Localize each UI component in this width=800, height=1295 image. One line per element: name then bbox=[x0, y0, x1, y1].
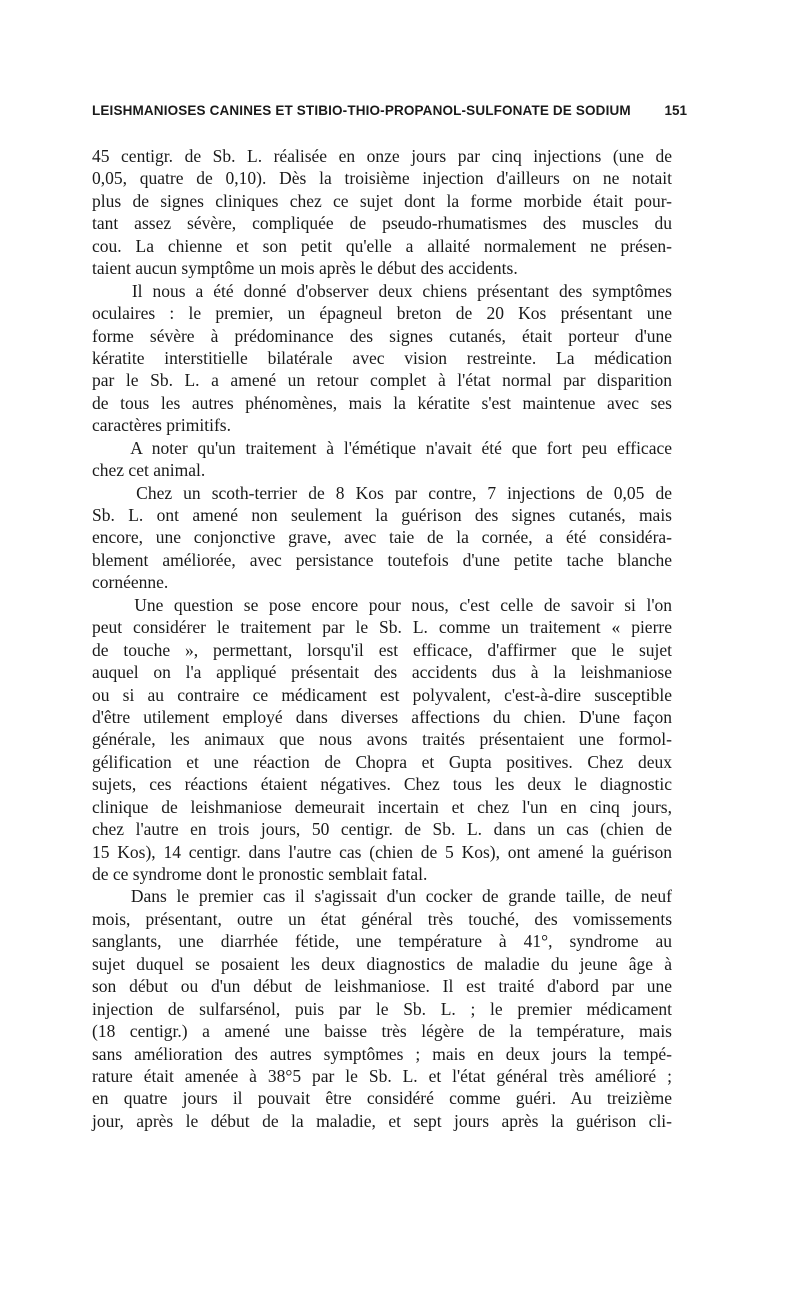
text-line: ou si au contraire ce médicament est polyvalent, c'est-à-dire susceptible bbox=[92, 684, 672, 705]
text-line: son début ou d'un début de leishmaniose. Il est traité d'abord par une bbox=[92, 976, 672, 997]
text-line: Il nous a été donné d'observer deux chiens présentant des symptômes bbox=[92, 280, 672, 301]
text-line: A noter qu'un traitement à l'émétique n'avait été que fort peu efficace bbox=[92, 437, 672, 458]
text-line: 0,05, quatre de 0,10). Dès la troisième injection d'ailleurs on ne notait bbox=[92, 168, 672, 189]
text-line: Une question se pose encore pour nous, c'est celle de savoir si l'on bbox=[92, 594, 672, 615]
text-line: mois, présentant, outre un état général très touché, des vomissements bbox=[92, 908, 672, 929]
text-line: jour, après le début de la maladie, et sept jours après la guérison cli- bbox=[92, 1110, 672, 1131]
text-line: tant assez sévère, compliquée de pseudo-rhumatismes des muscles du bbox=[92, 213, 672, 234]
text-line: (18 centigr.) a amené une baisse très légère de la température, mais bbox=[92, 1021, 672, 1042]
running-title: LEISHMANIOSES CANINES ET STIBIO-THIO-PROPANOL-SULFONATE DE SODIUM bbox=[92, 103, 631, 118]
text-line: encore, une conjonctive grave, avec taie de la cornée, a été considéra- bbox=[92, 527, 672, 548]
text-line: cou. La chienne et son petit qu'elle a allaité normalement ne présen- bbox=[92, 235, 672, 256]
text-line: de touche », permettant, lorsqu'il est efficace, d'affirmer que le sujet bbox=[92, 639, 672, 660]
text-line: plus de signes cliniques chez ce sujet dont la forme morbide était pour- bbox=[92, 190, 672, 211]
text-line: d'être utilement employé dans diverses affections du chien. D'une façon bbox=[92, 706, 672, 727]
text-line: Sb. L. ont amené non seulement la guérison des signes cutanés, mais bbox=[92, 505, 672, 525]
text-line: sanglants, une diarrhée fétide, une température à 41°, syndrome au bbox=[92, 931, 672, 952]
text-line: générale, les animaux que nous avons traités présentaient une formol- bbox=[92, 729, 672, 750]
text-line: clinique de leishmaniose demeurait incertain et chez l'un en cinq jours, bbox=[92, 796, 672, 817]
text-line: taient aucun symptôme un mois après le début des accidents. bbox=[92, 258, 518, 279]
text-line: auquel on l'a appliqué présentait des accidents dus à la leishmaniose bbox=[92, 662, 672, 683]
text-line: peut considérer le traitement par le Sb. L. comme un traitement « pierre bbox=[92, 617, 672, 638]
text-line: Chez un scoth-terrier de 8 Kos par contre, 7 injections de 0,05 de bbox=[92, 482, 672, 503]
text-line: Dans le premier cas il s'agissait d'un cocker de grande taille, de neuf bbox=[92, 886, 672, 907]
text-line: sans amélioration des autres symptômes ; mais en deux jours la tempé- bbox=[92, 1043, 672, 1064]
text-line: caractères primitifs. bbox=[92, 415, 231, 436]
text-line: rature était amenée à 38°5 par le Sb. L. et l'état général très amélioré ; bbox=[92, 1065, 672, 1086]
running-header bbox=[92, 103, 687, 129]
body-text bbox=[92, 145, 672, 1132]
text-line: sujet duquel se posaient les deux diagnostics de maladie du jeune âge à bbox=[92, 953, 672, 974]
text-line: forme sévère à prédominance des signes cutanés, était porteur d'une bbox=[92, 325, 672, 346]
text-line: 45 centigr. de Sb. L. réalisée en onze jours par cinq injections (une de bbox=[92, 146, 672, 166]
text-line: en quatre jours il pouvait être considéré comme guéri. Au treizième bbox=[92, 1088, 672, 1109]
text-line: gélification et une réaction de Chopra et Gupta positives. Chez deux bbox=[92, 751, 672, 772]
text-line: sujets, ces réactions étaient négatives. Chez tous les deux le diagnostic bbox=[92, 774, 672, 795]
text-line: de ce syndrome dont le pronostic semblait fatal. bbox=[92, 864, 428, 884]
text-line: cornéenne. bbox=[92, 572, 169, 593]
page-number: 151 bbox=[664, 103, 687, 118]
text-line: par le Sb. L. a amené un retour complet à l'état normal par disparition bbox=[92, 370, 672, 391]
text-line: chez l'autre en trois jours, 50 centigr. de Sb. L. dans un cas (chien de bbox=[92, 819, 672, 840]
text-line: kératite interstitielle bilatérale avec vision restreinte. La médication bbox=[92, 347, 672, 368]
text-line: de tous les autres phénomènes, mais la kératite s'est maintenue avec ses bbox=[92, 392, 672, 413]
text-line: blement améliorée, avec persistance toutefois d'une petite tache blanche bbox=[92, 549, 672, 570]
text-line: oculaires : le premier, un épagneul breton de 20 Kos présentant une bbox=[92, 303, 672, 324]
text-line: injection de sulfarsénol, puis par le Sb. L. ; le premier médicament bbox=[92, 998, 672, 1019]
text-line: 15 Kos), 14 centigr. dans l'autre cas (chien de 5 Kos), ont amené la guérison bbox=[92, 841, 672, 862]
text-line: chez cet animal. bbox=[92, 460, 206, 481]
